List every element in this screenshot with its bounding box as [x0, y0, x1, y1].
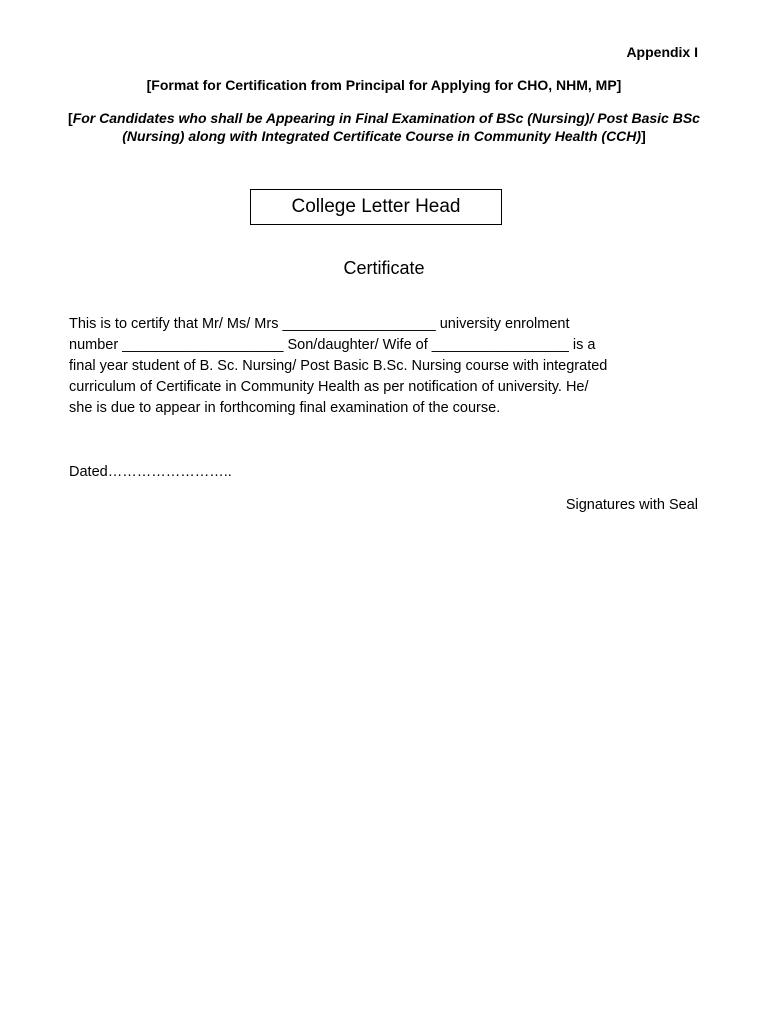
- signature-label: Signatures with Seal: [565, 497, 698, 513]
- candidates-open-bracket: [: [68, 110, 73, 126]
- candidates-note-text: For Candidates who shall be Appearing in Final Examination of BSc (Nursing)/ Post Basic BSc (Nursing) along with Integrated Certificate Course in Community Health (CCH): [72, 110, 700, 144]
- candidates-note: [62, 109, 706, 145]
- appendix-label: Appendix I: [626, 44, 698, 60]
- certificate-body: [69, 314, 709, 419]
- body-line: she is due to appear in forthcoming final examination of the course.: [69, 400, 501, 416]
- body-line: number ____________________ Son/daughter/ Wife of _________________ is a: [69, 337, 596, 353]
- college-letterhead-box: [250, 189, 502, 225]
- letterhead-label: College Letter Head: [291, 196, 461, 217]
- body-line: curriculum of Certificate in Community Health as per notification of university. He/: [69, 379, 589, 395]
- body-line: This is to certify that Mr/ Ms/ Mrs ___________________ university enrolment: [69, 316, 570, 332]
- format-heading: [Format for Certification from Principal for Applying for CHO, NHM, MP]: [146, 77, 622, 93]
- candidates-close-bracket: ]: [641, 128, 646, 144]
- body-line: final year student of B. Sc. Nursing/ Post Basic B.Sc. Nursing course with integrated: [69, 358, 608, 374]
- dated-field: Dated……………………..: [69, 464, 232, 480]
- certificate-title: Certificate: [343, 258, 425, 278]
